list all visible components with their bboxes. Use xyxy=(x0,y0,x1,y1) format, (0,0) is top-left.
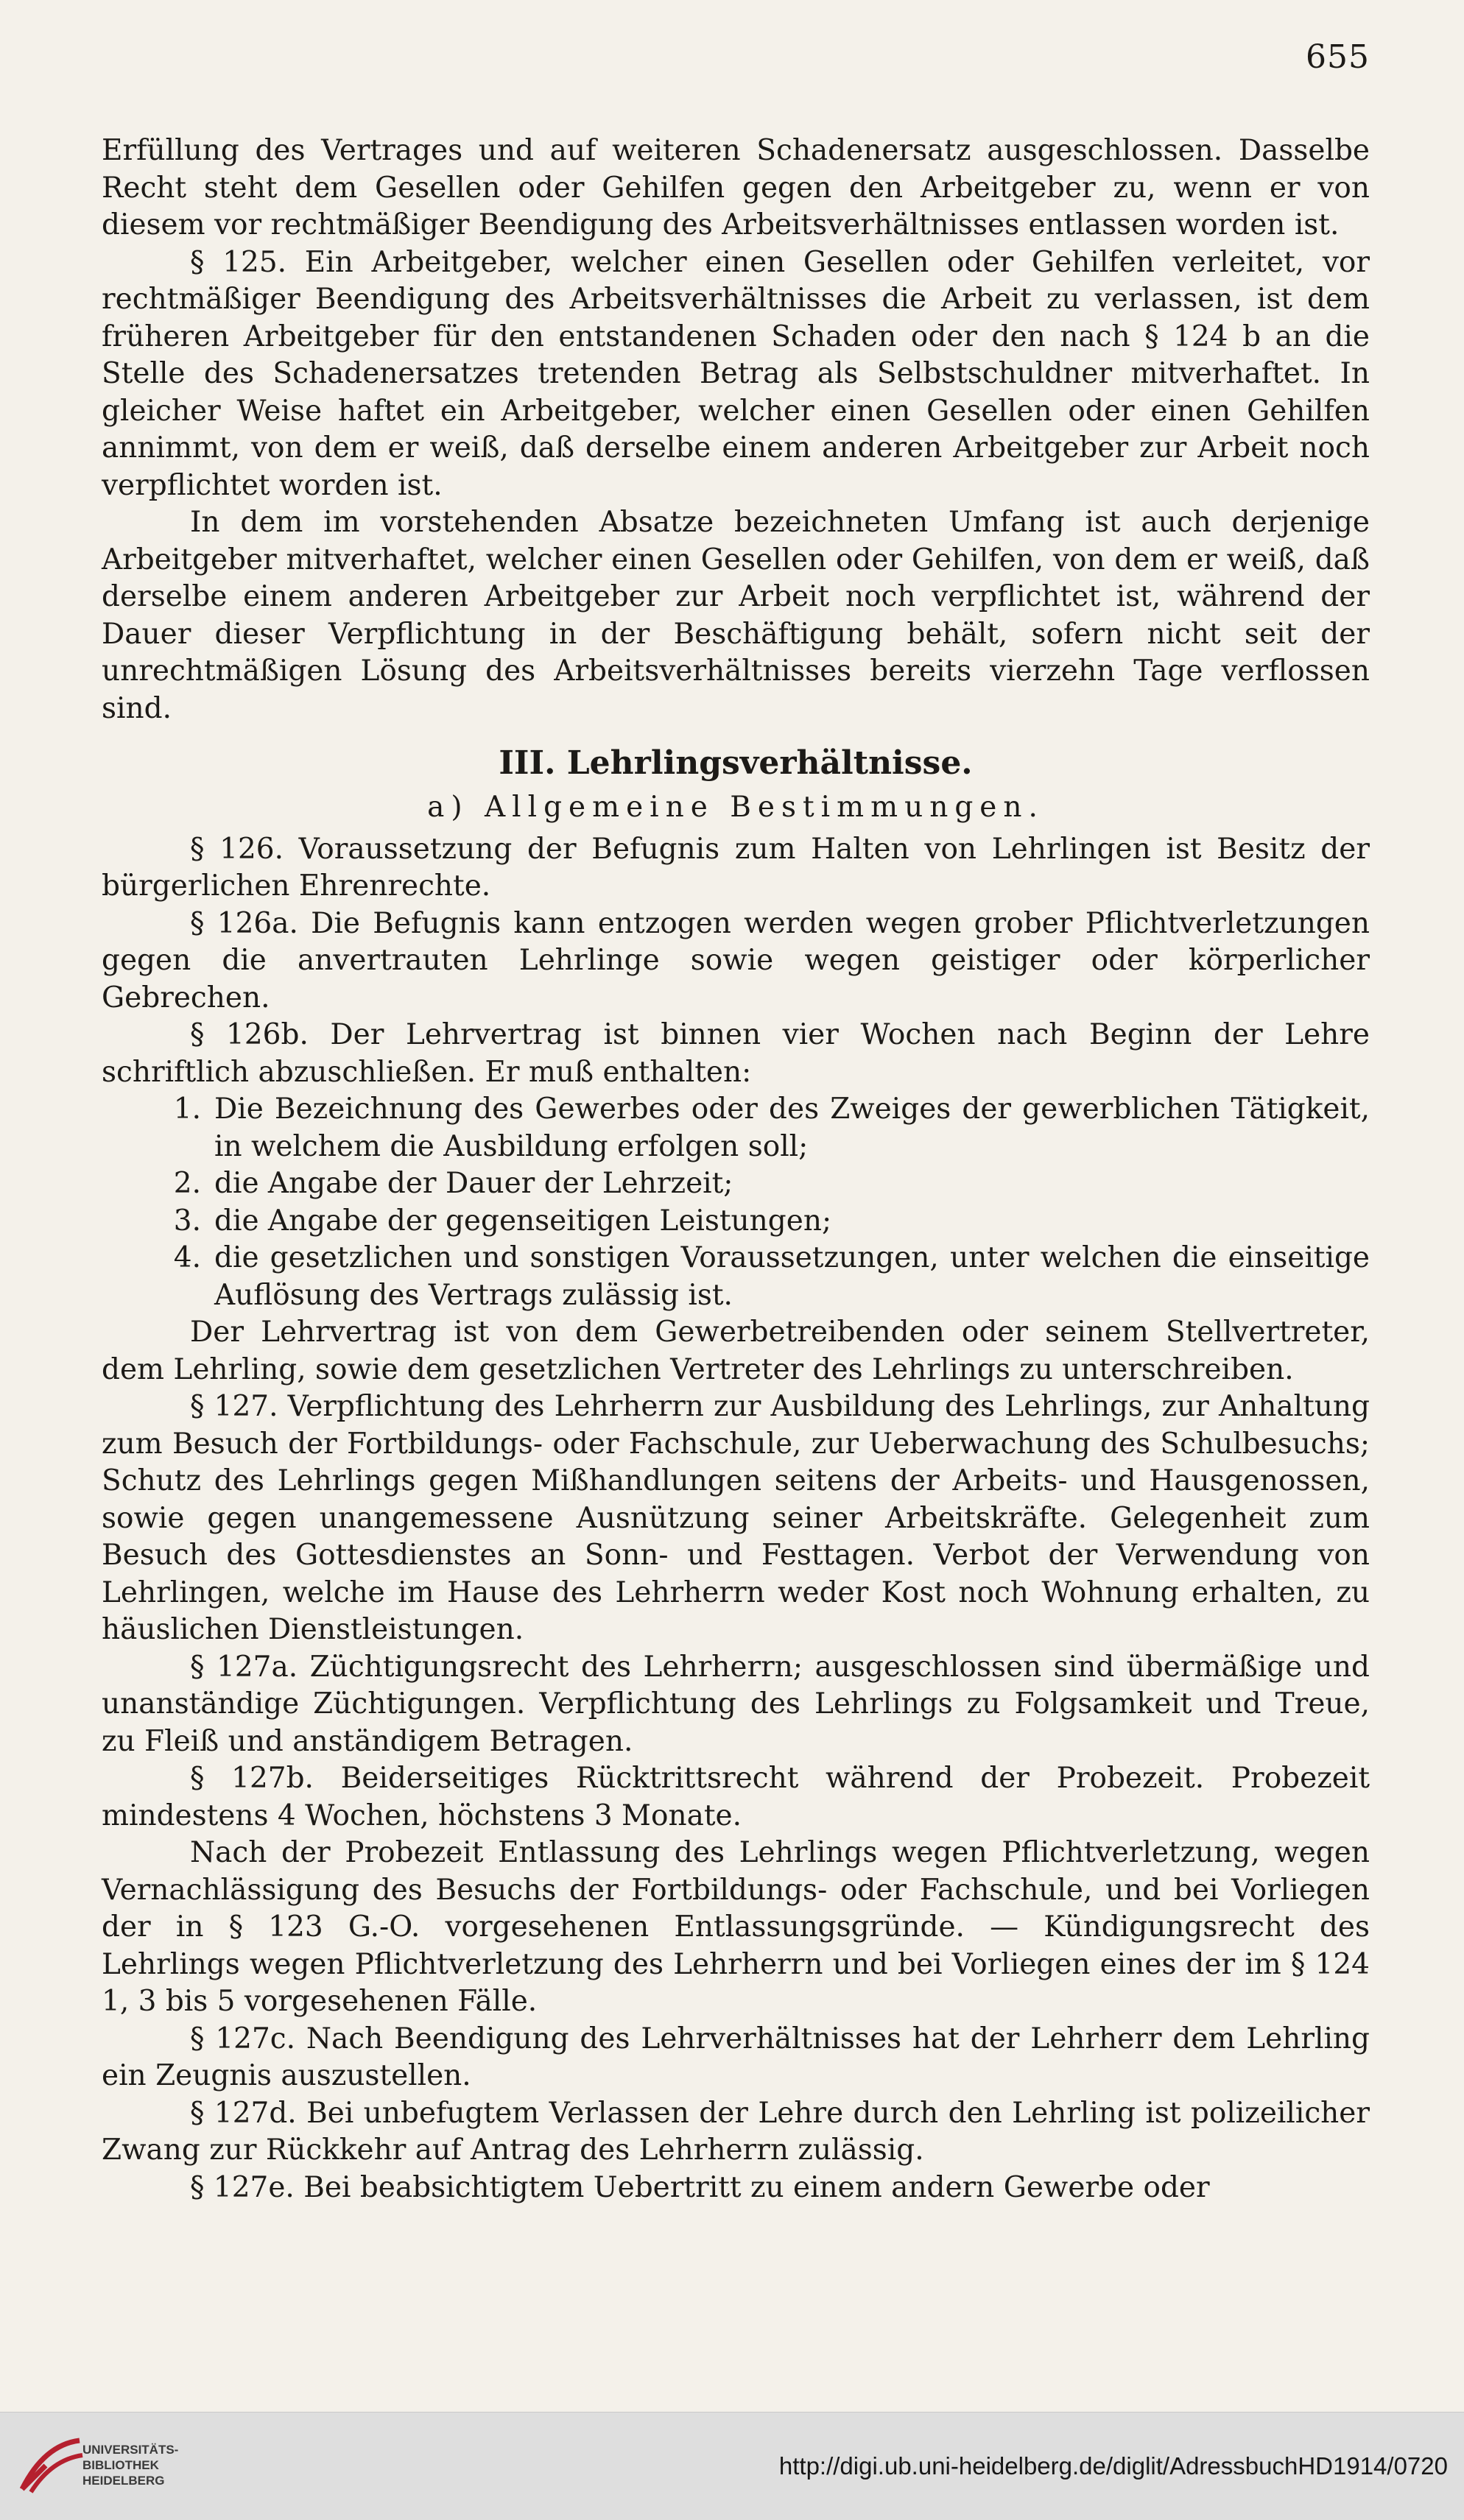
paragraph-section-125-cont: In dem im vorstehenden Absatze bezeichneten Umfang ist auch derjenige Arbeitgeber mitverhaftet, welcher einen Gesellen oder Gehilfen, von dem er weiß, daß derselbe einem anderen Arbeitgeber zur Arbeit noch verpflichtet ist, während der Dauer dieser Verpflichtung in der Beschäftigung behält, sofern nicht seit der unrechtmäßigen Lösung des Arbeitsverhältnisses bereits vierzehn Tage verflossen sind. xyxy=(102,506,1370,725)
list-number: 1. xyxy=(173,1093,201,1126)
paragraph-section-127a: § 127a. Züchtigungsrecht des Lehrherrn; ausgeschlossen sind übermäßige und unanständige Züchtigungen. Verpflichtung des Lehrlings zu Folgsamkeit und Treue, zu Fleiß und anständigem Betragen. xyxy=(102,1650,1370,1758)
list-text: Die Bezeichnung des Gewerbes oder des Zweiges der gewerblichen Tätigkeit, in welchem die Ausbildung erfolgen soll; xyxy=(214,1093,1370,1163)
section-heading: III. Lehrlingsverhältnisse. xyxy=(499,744,973,782)
list-item xyxy=(102,1203,1370,1240)
paragraph-section-126a: § 126a. Die Befugnis kann entzogen werden wegen grober Pflichtverletzungen gegen die anvertrauten Lehrlinge sowie wegen geistiger oder körperlicher Gebrechen. xyxy=(102,906,1370,1014)
paragraph-section-127d: § 127d. Bei unbefugtem Verlassen der Lehre durch den Lehrling ist polizeilicher Zwang zur Rückkehr auf Antrag des Lehrherrn zulässig. xyxy=(102,2096,1370,2167)
page-number: 655 xyxy=(1306,38,1370,76)
paragraph-section-126: § 126. Voraussetzung der Befugnis zum Halten von Lehrlingen ist Besitz der bürgerlichen Ehrenrechte. xyxy=(102,832,1370,903)
paragraph-continuation: Erfüllung des Vertrages und auf weiteren Schadenersatz ausgeschlossen. Dasselbe Recht steht dem Gesellen oder Gehilfen gegen den Arbeitgeber zu, wenn er von diesem vor rechtmäßiger Beendigung des Arbeitsverhältnisses entlassen worden ist. xyxy=(102,134,1370,241)
list-text: die Angabe der Dauer der Lehrzeit; xyxy=(214,1167,733,1200)
logo-line: BIBLIOTHEK xyxy=(82,2458,159,2472)
footer-bar xyxy=(0,2412,1464,2520)
list-number: 2. xyxy=(173,1167,201,1200)
paragraph-section-127b-cont: Nach der Probezeit Entlassung des Lehrlings wegen Pflichtverletzung, wegen Vernachlässigung des Besuchs der Fortbildungs- oder Fachschule, und bei Vorliegen der in § 123 G.-O. vorgesehenen Entlassungsgründe. — Kündigungsrecht des Lehrlings wegen Pflichtverletzung des Lehrherrn und bei Vorliegen eines der im § 124 1, 3 bis 5 vorgesehenen Fälle. xyxy=(102,1836,1370,2018)
list-text: die Angabe der gegenseitigen Leistungen; xyxy=(214,1204,832,1238)
paragraph-section-127: § 127. Verpflichtung des Lehrherrn zur Ausbildung des Lehrlings, zur Anhaltung zum Besuch der Fortbildungs- oder Fachschule, zur Ueberwachung des Schulbesuchs; Schutz des Lehrlings gegen Mißhandlungen seitens der Arbeits- und Hausgenossen, sowie gegen unangemessene Ausnützung seiner Arbeitskräfte. Gelegenheit zum Besuch des Gottesdienstes an Sonn- und Festtagen. Verbot der Verwendung von Lehrlingen, welche im Hause des Lehrherrn weder Kost noch Wohnung erhalten, zu häuslichen Dienstleistungen. xyxy=(102,1390,1370,1646)
list-item xyxy=(102,1091,1370,1165)
requirements-list xyxy=(102,1091,1370,1314)
paragraph-section-127e: § 127e. Bei beabsichtigtem Uebertritt zu einem andern Gewerbe oder xyxy=(190,2170,1210,2204)
source-url-link[interactable]: http://digi.ub.uni-heidelberg.de/diglit/AdressbuchHD1914/0720 xyxy=(778,2452,1448,2480)
logo-line: HEIDELBERG xyxy=(82,2474,165,2488)
list-number: 3. xyxy=(173,1204,201,1238)
list-item xyxy=(102,1165,1370,1203)
paragraph-lehrvertrag: Der Lehrvertrag ist von dem Gewerbetreibenden oder seinem Stellvertreter, dem Lehrling, sowie dem gesetzlichen Vertreter des Lehrlings zu unterschreiben. xyxy=(102,1316,1370,1386)
paragraph-section-127c: § 127c. Nach Beendigung des Lehrverhältnisses hat der Lehrherr dem Lehrling ein Zeugnis auszustellen. xyxy=(102,2022,1370,2092)
section-subheading: a) Allgemeine Bestimmungen. xyxy=(427,791,1044,824)
paragraph-section-127b: § 127b. Beiderseitiges Rücktrittsrecht während der Probezeit. Probezeit mindestens 4 Wochen, höchstens 3 Monate. xyxy=(102,1762,1370,1832)
list-number: 4. xyxy=(173,1241,201,1274)
library-logo-text xyxy=(82,2442,178,2488)
paragraph-section-125: § 125. Ein Arbeitgeber, welcher einen Gesellen oder Gehilfen verleitet, vor rechtmäßiger Beendigung des Arbeitsverhältnisses die Arbeit zu verlassen, ist dem früheren Arbeitgeber für den entstandenen Schaden oder den nach § 124 b an die Stelle des Schadenersatzes tretenden Betrag als Selbstschuldner mitverhaftet. In gleicher Weise haftet ein Arbeitgeber, welcher einen Gesellen oder einen Gehilfen annimmt, von dem er weiß, daß derselbe einem anderen Arbeitgeber zur Arbeit noch verpflichtet worden ist. xyxy=(102,245,1370,502)
library-logo-icon xyxy=(15,2430,88,2504)
paragraph-section-126b: § 126b. Der Lehrvertrag ist binnen vier Wochen nach Beginn der Lehre schriftlich abzuschließen. Er muß enthalten: xyxy=(102,1018,1370,1089)
list-text: die gesetzlichen und sonstigen Voraussetzungen, unter welchen die einseitige Auflösung des Vertrags zulässig ist. xyxy=(214,1241,1370,1312)
logo-line: UNIVERSITÄTS- xyxy=(82,2443,179,2457)
document-body xyxy=(102,133,1370,2206)
list-item xyxy=(102,1240,1370,1314)
